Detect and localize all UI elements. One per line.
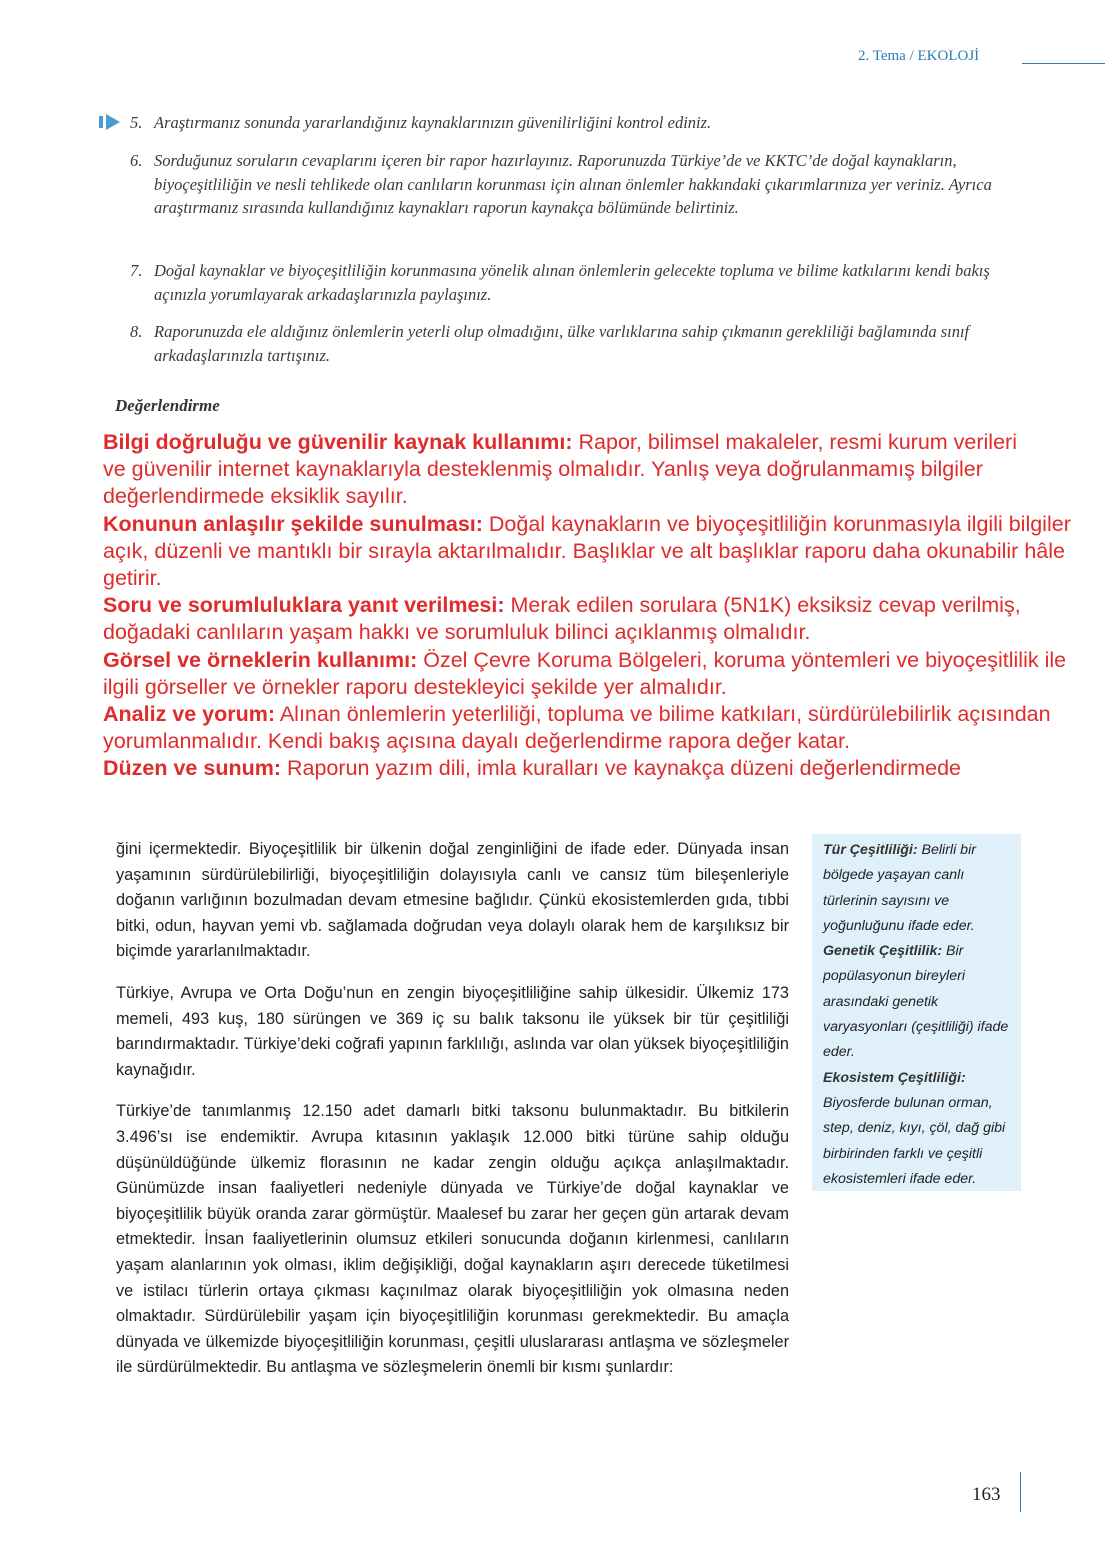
page-number: 163 [972,1484,1001,1505]
criterion [103,755,1105,782]
criterion-text: Alınan önlemlerin yeterliliği, topluma ve bilime katkıları, sürdürülebilirlik açısından yorumlanmalıdır. Kendi bakış açısına dayalı değerlendirme rapora değer katar. [103,702,1051,754]
play-arrow-icon [99,114,121,130]
evaluation-criteria [103,429,1105,835]
definition-item [823,838,1013,939]
criterion-title: Düzen ve sunum: [103,756,281,781]
step-text: Sorduğunuz soruların cevaplarını içeren bir rapor hazırlayınız. Raporunuzda Türkiye’de ve KKTC’de doğal kaynakların, biyoçeşitliliğin ve nesli tehlikede olan canlıların korunması için alınan önlemler hakkındaki çıkarımlarınıza yer veriniz. Ayrıca araştırmanız sırasında kullandığınız kaynakları raporun kaynakça bölümünde belirtiniz. [154,151,992,217]
definition-text: Bir popülasyonun bireyleri arasındaki genetik varyasyonları (çeşitliliği) ifade eder. [823,943,1009,1061]
step-number: 5. [130,113,143,132]
step-item [130,149,1044,220]
criterion [103,701,1105,755]
criterion [103,429,1105,456]
criterion [103,511,1105,593]
definition-text: Belirli bir bölgede yaşayan canlı türlerinin sayısını ve yoğunluğunu ifade eder. [823,842,976,934]
step-number: 7. [130,261,143,280]
step-item [130,259,1044,306]
criterion-title: Analiz ve yorum: [103,702,276,727]
criterion-title: Konunun anlaşılır şekilde sunulması: [103,511,483,536]
definition-item [823,939,1013,1065]
header-rule [1022,63,1105,64]
criterion [103,592,1105,619]
criterion-text: Özel Çevre Koruma Bölgeleri, koruma yöntemleri ve biyoçeşitlilik ile ilgili görseller ve örnekler raporu destekleyici şekilde yer almalıdır. [103,647,1067,699]
step-number: 6. [130,151,143,170]
step-text: Raporunuzda ele aldığınız önlemlerin yeterli olup olmadığını, ülke varlıklarına sahip çıkmanın gerekliliği bağlamında sınıf arkadaşlarınızla tartışınız. [154,322,970,365]
definition-text: Biyosferde bulunan orman, step, deniz, kıyı, çöl, dağ gibi birbirinden farklı ve çeşitli ekosistemleri ifade eder. [823,1094,1006,1187]
criterion-text: Rapor, bilimsel makaleler, resmi kurum verileri [578,430,1017,454]
criterion [103,647,1105,701]
criterion-title: Bilgi doğruluğu ve güvenilir kaynak kullanımı: [103,430,573,454]
evaluation-heading: Değerlendirme [115,396,220,415]
definition-term: Genetik Çeşitlilik: [823,943,943,960]
criterion-text: Merak edilen sorulara (5N1K) eksiksiz cevap verilmiş, [510,593,1021,618]
body-paragraph: ğini içermektedir. Biyoçeşitlilik bir ülkenin doğal zenginliğini de ifade eder. Dünyada insan yaşamının sürdürülebilirliği, biyoçeşitliliğin dolayısıyla canlı ve cansız tüm bileşenleriyle doğanın varlığının bozulmadan devam etmesine bağlıdır. Çünkü ekosistemlerden gıda, tıbbi bitki, odun, hayvan yemi vb. sağlamada doğrudan veya dolaylı olarak hem de karşılıksız bir biçimde yararlanılmaktadır. [116,840,789,961]
body-paragraph: Türkiye’de tanımlanmış 12.150 adet damarlı bitki taksonu bulunmaktadır. Bu bitkilerin 3.496’sı ise endemiktir. Avrupa kıtasının yaklaşık 12.000 bitki türüne sahip olduğu düşünüldüğünde ülkemiz florasının ne kadar zengin olduğu açıkça anlaşılmaktadır. Günümüzde insan faaliyetleri nedeniyle dünyada ve Türkiye’de doğal kaynaklar ve biyoçeşitlilik büyük oranda zarar görmüştür. Maalesef bu zarar her geçen gün artarak devam etmektedir. İnsan faaliyetlerinin olumsuz etkileri sonucunda doğanın kirlenmesi, canlıların yaşam alanlarının yok olması, iklim değişikliği, doğal kaynakların aşırı derecede tüketilmesi ve istilacı türlerin ortaya çıkması kaçınılmaz olarak biyoçeşitliliğin yok olmasına neden olmaktadır. Sürdürülebilir yaşam için biyoçeşitliliğin korunması gerekmektedir. Bu amaçla dünyada ve ülkemizde biyoçeşitliliğin korunması, çeşitli uluslararası antlaşma ve sözleşmeler ile sürdürülmektedir. Bu antlaşma ve sözleşmelerin önemli bir kısmı şunlardır: [116,1102,789,1377]
criterion-title: Soru ve sorumluluklara yanıt verilmesi: [103,593,505,618]
body-text [116,837,789,1397]
definition-term: Tür Çeşitliliği: [823,842,918,858]
criterion-text: Raporun yazım dili, imla kuralları ve kaynakça düzeni değerlendirmede [286,756,961,781]
step-number: 8. [130,322,143,341]
definition-term: Ekosistem Çeşitliliği: [823,1069,966,1086]
criterion-title: Görsel ve örneklerin kullanımı: [103,647,418,672]
definition-item [823,1066,1013,1192]
step-item [130,111,1044,135]
step-item [130,320,1044,367]
body-paragraph: Türkiye, Avrupa ve Orta Doğu’nun en zengin biyoçeşitliliğine sahip ülkesidir. Ülkemiz 173 memeli, 493 kuş, 180 sürüngen ve 369 iç su balık taksonu ile yüksek bir tür çeşitliliği barındırmaktadır. Türkiye’deki coğrafi yapının farklılığı, aslında var olan yüksek biyoçeşitliliğin kaynağıdır. [116,983,789,1079]
step-text: Doğal kaynaklar ve biyoçeşitliliğin korunmasına yönelik alınan önlemlerin gelecekte topluma ve bilime katkılarını kendi bakış açınızla yorumlayarak arkadaşlarınızla paylaşınız. [154,261,990,304]
running-header: 2. Tema / EKOLOJİ [858,48,980,64]
definitions-sidebar [812,834,1021,1191]
criterion-text: Doğal kaynakların ve biyoçeşitliliğin korunmasıyla ilgili bilgiler açık, düzenli ve mantıklı bir sırayla aktarılmalıdır. Başlıklar ve alt başlıklar raporu daha okunabilir hâle getirir. [103,511,1071,591]
step-text: Araştırmanız sonunda yararlandığınız kaynaklarınızın güvenilirliğini kontrol ediniz. [154,113,712,132]
footer-rule [1020,1472,1021,1512]
criterion-text: ve güvenilir internet kaynaklarıyla desteklenmiş olmalıdır. Yanlış veya doğrulanmamış bilgiler değerlendirmede eksiklik sayılır. [103,457,983,509]
criterion-text: doğadaki canlıların yaşam hakkı ve sorumluluk bilinci açıklanmış olmalıdır. [103,620,811,645]
